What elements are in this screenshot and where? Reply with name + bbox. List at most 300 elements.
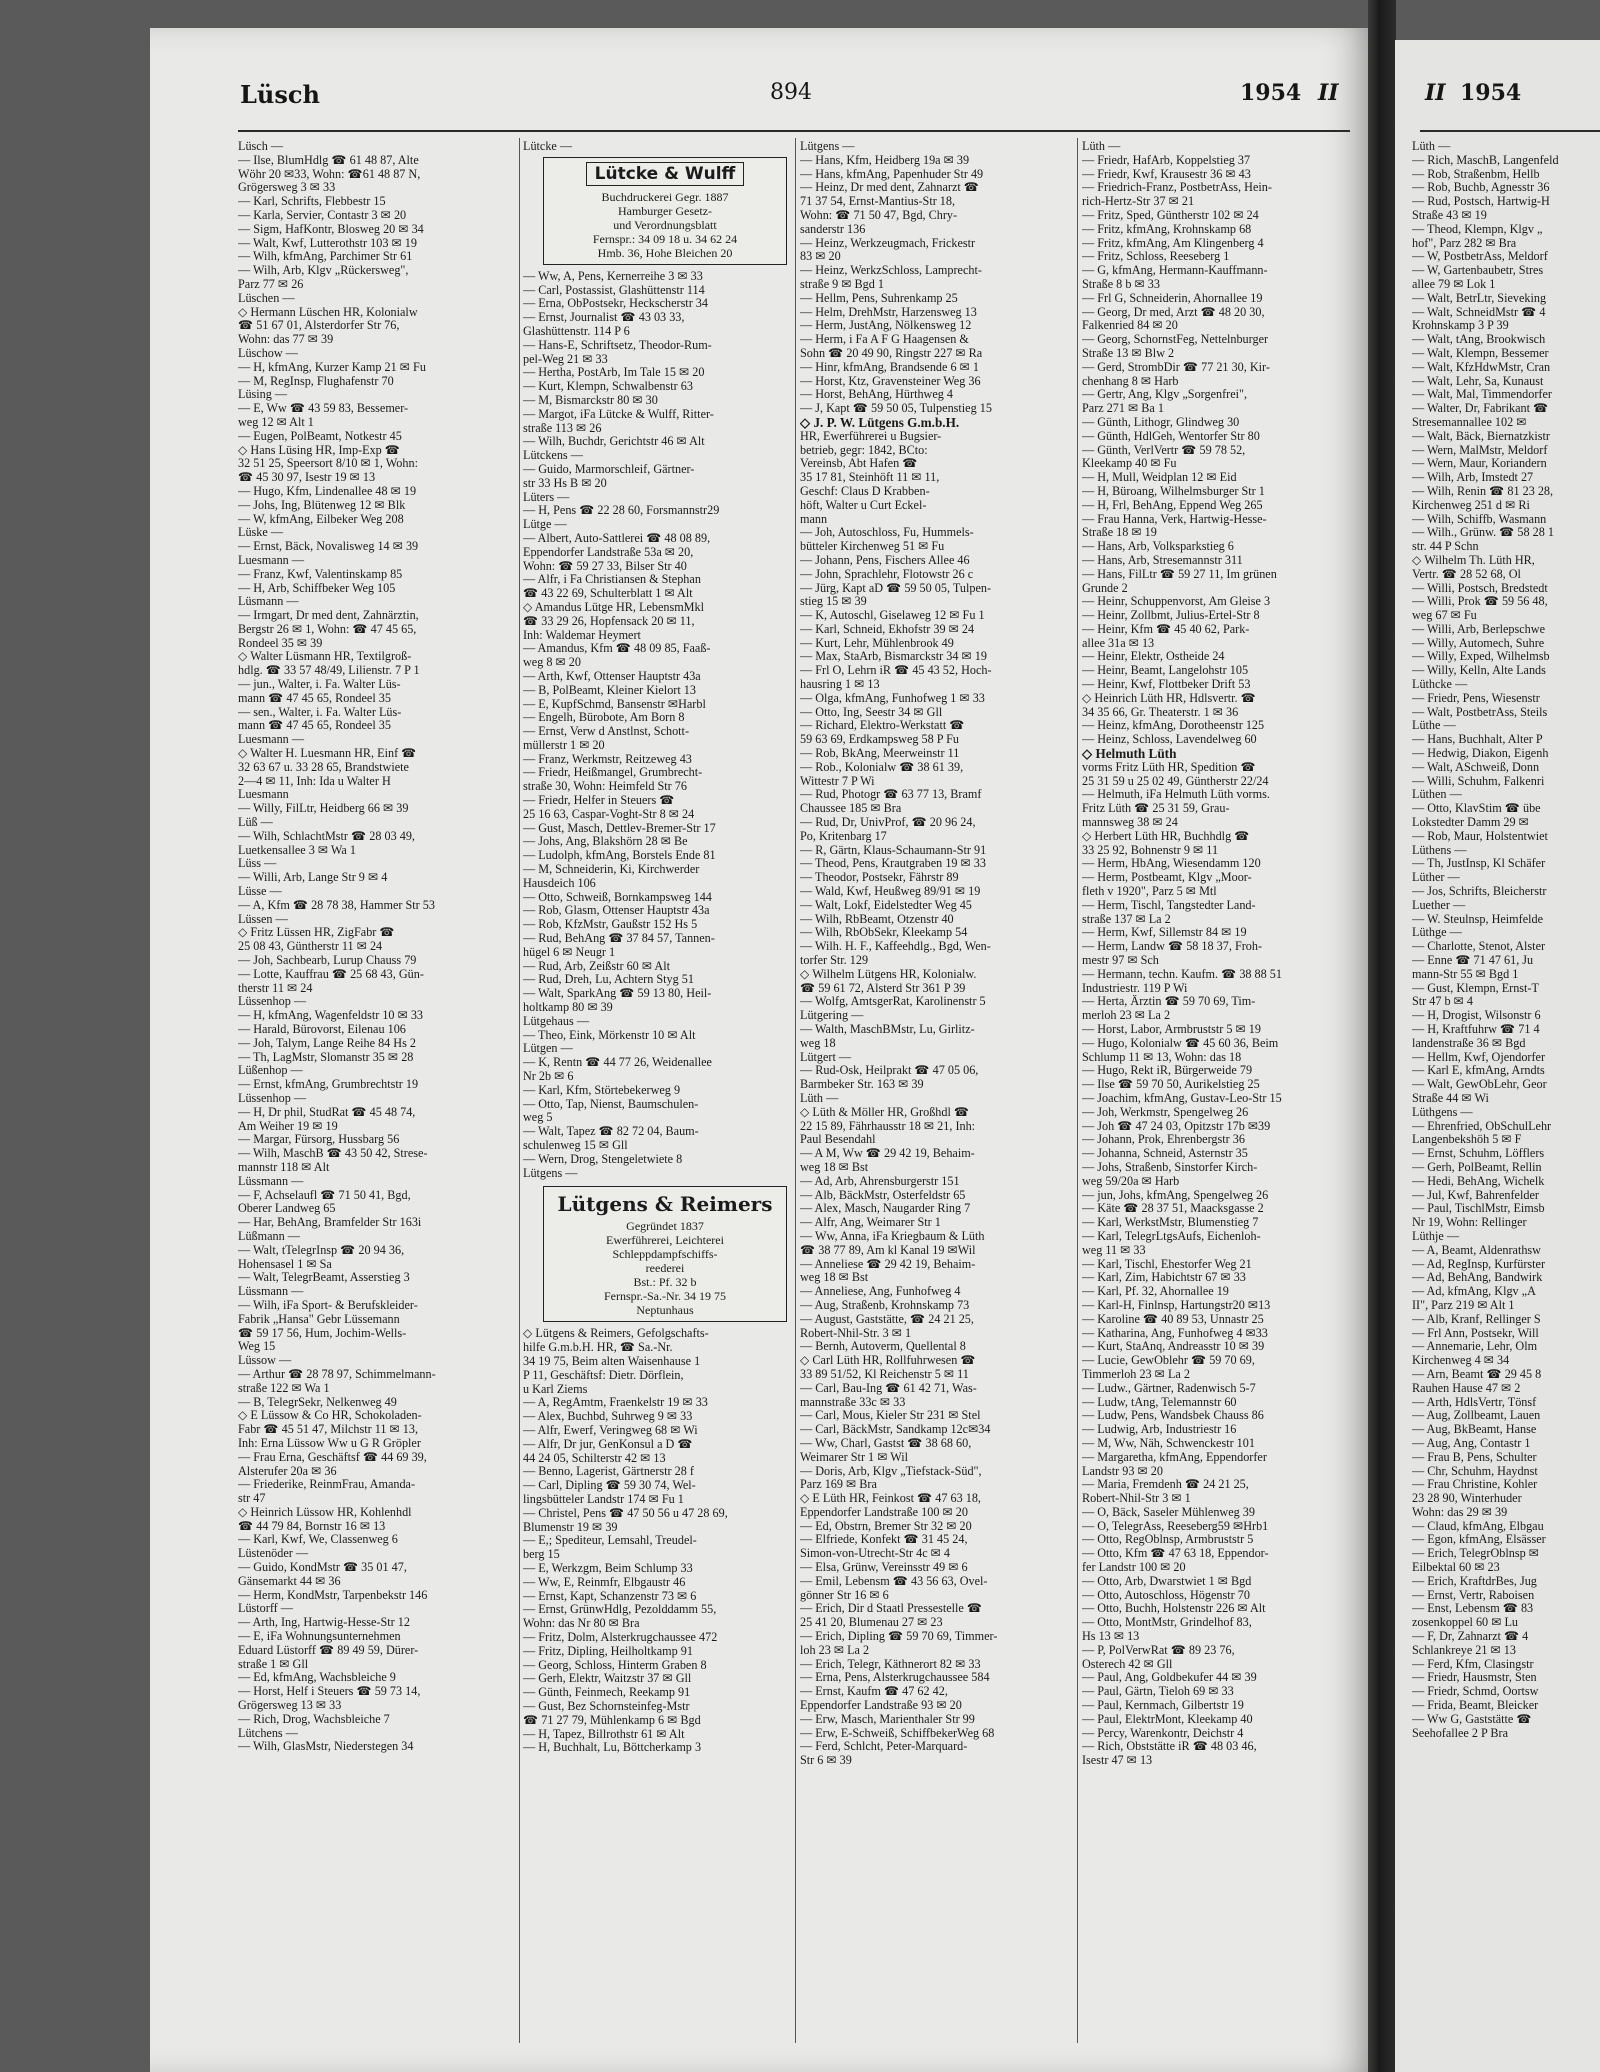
directory-entry-line: stieg 15 ✉ 39 <box>800 595 867 609</box>
directory-entry-line: str 47 <box>238 1492 266 1506</box>
directory-entry-line: Lüsch — <box>238 140 284 153</box>
directory-entry-line: torfer Str. 129 <box>800 954 869 968</box>
advert-line: Schleppdampfschiffs- <box>612 1247 718 1262</box>
directory-entry-line: — Ilse ☎ 59 70 50, Aurikelstieg 25 <box>1082 1078 1260 1092</box>
directory-entry-line: — Ed, Obstrn, Bremer Str 32 ✉ 20 <box>800 1519 972 1533</box>
directory-entry-line: — Percy, Warenkontr, Deichstr 4 <box>1082 1726 1244 1740</box>
directory-entry-line: — Willi, Postsch, Bredstedt <box>1412 581 1548 595</box>
directory-entry-line: — K, Autoschl, Giselaweg 12 ✉ Fu 1 <box>800 609 985 623</box>
directory-column-3 <box>800 140 1073 2045</box>
directory-entry-line: Lüssow — <box>238 1354 292 1368</box>
directory-entry-line: — Alfr, Ewerf, Veringweg 68 ✉ Wi <box>523 1423 698 1437</box>
directory-entry-line: Lüssenhop — <box>238 1091 307 1105</box>
directory-entry-line: betrieb, gegr: 1842, BCto: <box>800 443 928 457</box>
directory-entry-line: ◇ Hans Lüsing HR, Imp-Exp ☎ <box>238 443 400 457</box>
directory-entry-line: — Ilse, BlumHdlg ☎ 61 48 87, Alte <box>238 153 419 167</box>
directory-entry-line: — Hermann, techn. Kaufm. ☎ 38 88 51 <box>1082 967 1282 981</box>
column-separator <box>1077 138 1078 2043</box>
directory-entry-line: holtkamp 80 ✉ 39 <box>523 1001 613 1015</box>
directory-entry-line: hdlg. ☎ 33 57 48/49, Lilienstr. 7 P 1 <box>238 664 420 678</box>
directory-entry-line: fleth v 1920", Parz 5 ✉ Mtl <box>1082 885 1217 899</box>
directory-entry-line: — Herm, JustAng, Nölkensweg 12 <box>800 319 972 333</box>
directory-entry-line: — Rob, Glasm, Ottenser Hauptstr 43a <box>523 904 710 918</box>
directory-entry-line: Lüsse — <box>238 885 282 899</box>
directory-entry-line: Vereinsb, Abt Hafen ☎ <box>800 457 918 471</box>
directory-entry-line: ◇ Amandus Lütge HR, LebensmMkl <box>523 600 704 614</box>
directory-entry-line: Bergstr 26 ✉ 1, Wohn: ☎ 47 45 65, <box>238 622 417 636</box>
directory-entry-line: 22 15 89, Fährhausstr 18 ✉ 21, Inh: <box>800 1119 976 1133</box>
directory-entry-line: Geschf: Claus D Krabben- <box>800 484 930 498</box>
advert-line: Buchdruckerei Gegr. 1887 <box>601 189 729 204</box>
directory-entry-line: ☎ 38 77 89, Am kl Kanal 19 ✉Wil <box>800 1243 976 1257</box>
directory-entry-line: — Wilh, Schiffb, Wasmann <box>1412 512 1547 526</box>
directory-entry-line: Lütgehaus — <box>523 1014 590 1028</box>
directory-entry-line: — Ww, E, Reinmfr, Elbgaustr 46 <box>523 1575 686 1589</box>
directory-entry-line: — Gerh, PolBeamt, Rellin <box>1412 1160 1542 1174</box>
directory-entry-line: — H, Büroang, Wilhelmsburger Str 1 <box>1082 484 1265 498</box>
directory-entry-line: bütteler Kirchenweg 51 ✉ Fu <box>800 540 945 554</box>
directory-entry-line: — Gerh, Elektr, Waitzstr 37 ✉ Gll <box>523 1672 692 1686</box>
directory-entry-line: — jun., Walter, i. Fa. Walter Lüs- <box>238 678 401 692</box>
directory-entry-line: — Katharina, Ang, Funhofweg 4 ✉33 <box>1082 1326 1268 1340</box>
directory-entry-line: — Alb, Kranf, Rellinger S <box>1412 1312 1541 1326</box>
directory-entry-line: mann <box>800 512 828 526</box>
directory-entry-line: — Horst, Ktz, Gravensteiner Weg 36 <box>800 374 981 388</box>
directory-entry-line: — Harald, Bürovorst, Eilenau 106 <box>238 1023 406 1036</box>
directory-entry-line: — B, TelegrSekr, Nelkenweg 49 <box>238 1395 397 1409</box>
directory-entry-line: — Friederike, ReinmFrau, Amanda- <box>238 1478 416 1492</box>
directory-entry-line: — Paul, TischlMstr, Eimsb <box>1412 1202 1545 1216</box>
directory-entry-line: — Alfr, i Fa Christiansen & Stephan <box>523 573 701 587</box>
directory-entry-line: Lüthje — <box>1412 1229 1460 1243</box>
directory-entry-line: 83 ✉ 20 <box>800 250 841 264</box>
directory-entry-line: — Ernst, kfmAng, Grumbrechtstr 19 <box>238 1078 419 1092</box>
directory-entry-line: Wittestr 7 P Wi <box>800 774 875 788</box>
directory-entry-line: merloh 23 ✉ La 2 <box>1082 1009 1171 1023</box>
directory-entry-line: — E, Ww ☎ 43 59 83, Bessemer- <box>238 402 409 416</box>
directory-entry-line: — Erich, Dir d Staatl Pressestelle ☎ <box>800 1602 983 1616</box>
directory-entry-line: vorms Fritz Lüth HR, Spedition ☎ <box>1082 760 1256 774</box>
directory-entry-line: Lüsing — <box>238 388 288 402</box>
directory-entry-line: — Karl, Zim, Habichtstr 67 ✉ 33 <box>1082 1271 1246 1285</box>
directory-entry-line: u Karl Ziems <box>523 1382 588 1396</box>
directory-entry-line: rich-Hertz-Str 37 ✉ 21 <box>1082 195 1195 209</box>
directory-entry-line: — Heinz, Dr med dent, Zahnarzt ☎ <box>800 181 979 195</box>
directory-column-4 <box>1082 140 1362 2045</box>
directory-entry-line: Simon-von-Utrecht-Str 4c ✉ 4 <box>800 1547 951 1561</box>
directory-entry-line: — Gerd, StrombDir ☎ 77 21 30, Kir- <box>1082 360 1270 374</box>
directory-entry-line: — Elfriede, Konfekt ☎ 31 45 24, <box>800 1533 968 1547</box>
directory-entry-line: — Georg, Dr med, Arzt ☎ 48 20 30, <box>1082 305 1265 319</box>
directory-entry-line: — Ernst, Journalist ☎ 43 03 33, <box>523 311 685 325</box>
directory-entry-line: — M, Ww, Näh, Schwenckestr 101 <box>1082 1436 1255 1450</box>
directory-entry-line: 32 63 67 u. 33 28 65, Brandstwiete <box>238 760 409 774</box>
directory-entry-line: — M, RegInsp, Flughafenstr 70 <box>238 374 394 388</box>
directory-entry-line: — Wolfg, AmtsgerRat, Karolinenstr 5 <box>800 995 986 1009</box>
directory-entry-line: — Willy, FilLtr, Heidberg 66 ✉ 39 <box>238 802 409 816</box>
directory-entry-line: Langenbekshöh 5 ✉ F <box>1412 1133 1522 1147</box>
directory-entry-line: — Herm, Kwf, Sillemstr 84 ✉ 19 <box>1082 926 1247 940</box>
directory-entry-line: Lüthgens — <box>1412 1105 1473 1119</box>
header-rule-left <box>238 130 1350 132</box>
directory-entry-line: — Frau Hanna, Verk, Hartwig-Hesse- <box>1082 512 1267 526</box>
directory-entry-line: — Wilh, Buchdr, Gerichtstr 46 ✉ Alt <box>523 435 705 449</box>
directory-entry-line: Landstr 93 ✉ 20 <box>1082 1464 1163 1478</box>
directory-entry-line: hügel 6 ✉ Neugr 1 <box>523 945 616 959</box>
directory-entry-line: Wöhr 20 ✉33, Wohn: ☎61 48 87 N, <box>238 167 421 181</box>
directory-entry-line: — Hans, kfmAng, Papenhuder Str 49 <box>800 167 984 181</box>
header-volume-right: II <box>1425 80 1446 106</box>
directory-entry-line: — Aug, BkBeamt, Hanse <box>1412 1423 1537 1437</box>
directory-entry-line: ◇ Fritz Lüssen HR, ZigFabr ☎ <box>238 926 395 940</box>
directory-entry-line: — Franz, Kwf, Valentinskamp 85 <box>238 567 403 581</box>
directory-entry-line: — Hans, Buchhalt, Alter P <box>1412 733 1543 747</box>
directory-entry-line: — Rich, Drog, Wachsbleiche 7 <box>238 1712 390 1726</box>
directory-entry-line: — Fritz, Sped, Güntherstr 102 ✉ 24 <box>1082 208 1259 222</box>
directory-entry-line: — Fritz, Schloss, Reeseberg 1 <box>1082 250 1230 264</box>
directory-entry-line: — Wern, MalMstr, Meldorf <box>1412 443 1548 457</box>
directory-entry-line: — Walt, KfzHdwMstr, Cran <box>1412 360 1551 374</box>
directory-entry-line: — Rob, Buchb, Agnesstr 36 <box>1412 181 1550 195</box>
directory-entry-line: weg 18 ✉ Bst <box>800 1271 869 1285</box>
directory-entry-line: — Guido, Marmorschleif, Gärtner- <box>523 462 695 476</box>
directory-entry-line: — Günth, Lithogr, Glindweg 30 <box>1082 415 1240 429</box>
directory-entry-line: Luesmann — <box>238 733 305 747</box>
directory-entry-line: ☎ 59 61 72, Alsterd Str 361 P 39 <box>800 981 966 995</box>
directory-entry-line: — Franz, Werkmstr, Reitzeweg 43 <box>523 752 692 766</box>
directory-entry-line: — Fritz, kfmAng, Krohnskamp 68 <box>1082 222 1252 236</box>
advert-line: Neptunhaus <box>636 1303 694 1318</box>
directory-entry-line: — Helmuth, iFa Helmuth Lüth vorms. <box>1082 788 1270 802</box>
directory-entry-line: — Karl, Tischl, Ehestorfer Weg 21 <box>1082 1257 1252 1271</box>
directory-entry-line: Blumenstr 19 ✉ 39 <box>523 1520 618 1534</box>
directory-entry-line: — Wilh. H. F., Kaffeehdlg., Bgd, Wen- <box>800 940 991 954</box>
column-separator <box>519 138 520 2043</box>
directory-entry-line: — Ernst, Verw d Anstlnst, Schott- <box>523 725 689 739</box>
directory-entry-line: Alsterufer 20a ✉ 36 <box>238 1464 337 1478</box>
directory-entry-line: — B, PolBeamt, Kleiner Kielort 13 <box>523 683 696 697</box>
page-number: 894 <box>770 80 812 105</box>
directory-entry-line: straße 1 ✉ Gll <box>238 1657 309 1671</box>
directory-entry-line: — Willy, Automech, Suhre <box>1412 636 1545 650</box>
directory-entry-line: — Chr, Schuhm, Haydnst <box>1412 1464 1538 1478</box>
directory-entry-line: — Friedrich-Franz, PostbetrAss, Hein- <box>1082 181 1272 195</box>
directory-entry-line: landenstraße 36 ✉ Bgd <box>1412 1036 1526 1050</box>
directory-entry-line: — A, Beamt, Aldenrathsw <box>1412 1243 1541 1257</box>
directory-entry-line: — Friedr, HafArb, Koppelstieg 37 <box>1082 153 1251 167</box>
directory-entry-line: ◇ Walter Lüsmann HR, Textilgroß- <box>238 650 412 664</box>
directory-entry-line: — Margar, Fürsorg, Hussbarg 56 <box>238 1133 400 1147</box>
directory-entry-line: Sohn ☎ 20 49 90, Ringstr 227 ✉ Ra <box>800 346 983 360</box>
advert-line: Ewerführerei, Leichterei <box>606 1233 724 1248</box>
directory-entry-line: — Heinr, Schuppenvorst, Am Gleise 3 <box>1082 595 1271 609</box>
directory-entry-line: Osterech 42 ✉ Gll <box>1082 1657 1173 1671</box>
directory-entry-line: weg 8 ✉ 20 <box>523 656 581 670</box>
advert-luetcke-wulff <box>543 157 787 265</box>
directory-entry-line: — Walt, Mal, Timmendorfer <box>1412 388 1552 402</box>
directory-entry-line: — Walt, tTelegrInsp ☎ 20 94 36, <box>238 1243 405 1257</box>
directory-entry-line: — A, Kfm ☎ 28 78 38, Hammer Str 53 <box>238 898 435 912</box>
directory-entry-line: Lüters — <box>523 490 570 504</box>
directory-entry-line: — Walt, Lehr, Sa, Kunaust <box>1412 374 1544 388</box>
directory-entry-line: — Hugo, Kfm, Lindenallee 48 ✉ 19 <box>238 484 417 498</box>
directory-entry-line: — Herm, HbAng, Wiesendamm 120 <box>1082 857 1261 871</box>
directory-entry-line: — Horst, Labor, Armbruststr 5 ✉ 19 <box>1082 1023 1261 1036</box>
directory-entry-line: — Aug, Ang, Contastr 1 <box>1412 1436 1531 1450</box>
directory-entry-line: Fritz Lüth ☎ 25 31 59, Grau- <box>1082 802 1230 816</box>
directory-entry-line: — P, PolVerwRat ☎ 89 23 76, <box>1082 1643 1235 1657</box>
directory-entry-line: gönner Str 16 ✉ 6 <box>800 1588 889 1602</box>
directory-entry-line: — Karoline ☎ 40 89 53, Unnastr 25 <box>1082 1312 1264 1326</box>
directory-entry-line: Luesmann — <box>238 553 305 567</box>
directory-entry-line: — Walt, Kwf, Lutterothstr 103 ✉ 19 <box>238 236 417 250</box>
directory-entry-line: — Karl, WerkstMstr, Blumenstieg 7 <box>1082 1216 1259 1230</box>
advert-line: Bst.: Pf. 32 b <box>633 1275 697 1290</box>
directory-entry-line: — Jürg, Kapt aD ☎ 59 50 05, Tulpen- <box>800 581 992 595</box>
directory-entry-line: — Kurt, StaAnq, Andreasstr 10 ✉ 39 <box>1082 1340 1265 1354</box>
directory-entry-line: 25 16 63, Caspar-Voght-Str 8 ✉ 24 <box>523 807 695 821</box>
directory-entry-line: — Rud, Dreh, Lu, Achtern Styg 51 <box>523 973 694 987</box>
directory-entry-line: ◇ Heinrich Lüssow HR, Kohlenhdl <box>238 1505 412 1519</box>
directory-entry-line: — Herm, Postbeamt, Klgv „Moor- <box>1082 871 1252 885</box>
directory-entry-line: — Engelh, Bürobote, Am Born 8 <box>523 711 685 725</box>
directory-entry-line: — Lotte, Kauffrau ☎ 25 68 43, Gün- <box>238 967 424 981</box>
directory-entry-line: Hausdeich 106 <box>523 876 596 890</box>
directory-entry-line: — Rich, MaschB, Langenfeld <box>1412 153 1559 167</box>
directory-entry-line: fer Landstr 100 ✉ 20 <box>1082 1561 1186 1575</box>
directory-entry-line: — Walt, TelegrBeamt, Asserstieg 3 <box>238 1271 410 1285</box>
directory-entry-line: — Hans-E, Schriftsetz, Theodor-Rum- <box>523 338 712 352</box>
directory-entry-line: — Ernst, Vertr, Raboisen <box>1412 1588 1535 1602</box>
advert-line: Gegründet 1837 <box>626 1219 704 1234</box>
directory-entry-line: müllerstr 1 ✉ 20 <box>523 738 605 752</box>
directory-entry-line: — Theo, Eink, Mörkenstr 10 ✉ Alt <box>523 1028 696 1042</box>
directory-entry-line: Glashüttenstr. 114 P 6 <box>523 324 630 338</box>
directory-entry-line: — Otto, Tap, Nienst, Baumschulen- <box>523 1097 699 1111</box>
directory-entry-line: — H, Drogist, Wilsonstr 6 <box>1412 1009 1541 1023</box>
directory-entry-line: — Max, StaArb, Bismarckstr 34 ✉ 19 <box>800 650 987 664</box>
directory-entry-line: — Albert, Auto-Sattlerei ☎ 48 08 89, <box>523 531 711 545</box>
directory-entry-line: Parz 271 ✉ Ba 1 <box>1082 402 1164 416</box>
directory-entry-line: Rondeel 35 ✉ 39 <box>238 636 323 650</box>
directory-entry-line: — W, Gartenbaubetr, Stres <box>1412 264 1544 278</box>
directory-entry-line: — Herta, Ärztin ☎ 59 70 69, Tim- <box>1082 995 1256 1009</box>
directory-entry-line: Grögersweg 3 ✉ 33 <box>238 181 336 195</box>
directory-entry-line: Lütgen — <box>523 1042 573 1056</box>
directory-entry-line: — H, Frl, BehAng, Eppend Weg 265 <box>1082 498 1263 512</box>
directory-entry-line: pel-Weg 21 ✉ 33 <box>523 352 608 366</box>
directory-entry-line: — Fritz, Dolm, Alsterkrugchaussee 472 <box>523 1630 718 1644</box>
directory-entry-line: ☎ 71 27 79, Mühlenkamp 6 ✉ Bgd <box>523 1713 701 1727</box>
directory-entry-line: — Willi, Arb, Berlepschwe <box>1412 622 1545 636</box>
directory-entry-line: HR, Ewerführerei u Bugsier- <box>800 429 942 443</box>
directory-entry-line: Schlump 11 ✉ 13, Wohn: das 18 <box>1082 1050 1242 1064</box>
directory-entry-line: — Jul, Kwf, Bahrenfelder <box>1412 1188 1539 1202</box>
directory-entry-line: sanderstr 136 <box>800 222 866 236</box>
directory-entry-line: ☎ 45 30 97, Isestr 19 ✉ 13 <box>238 471 376 485</box>
directory-entry-line: — Heinz, WerkzSchloss, Lamprecht- <box>800 264 982 278</box>
directory-entry-line: Po, Kritenbarg 17 <box>800 829 887 843</box>
directory-entry-line: — H, Arb, Schiffbeker Weg 105 <box>238 581 396 595</box>
directory-entry-line: — Günth, Feinmech, Reekamp 91 <box>523 1686 691 1700</box>
directory-entry-line: — Wilh, MaschB ☎ 43 50 42, Strese- <box>238 1147 428 1161</box>
directory-entry-line: — Joh, Talym, Lange Reihe 84 Hs 2 <box>238 1036 416 1050</box>
directory-entry-line: Lüsmann — <box>238 595 299 609</box>
directory-entry-line: 2—4 ✉ 11, Inh: Ida u Walter H <box>238 774 391 788</box>
directory-entry-line: — M, Schneiderin, Ki, Kirchwerder <box>523 863 700 877</box>
directory-entry-line: ☎ 51 67 01, Alsterdorfer Str 76, <box>238 319 400 333</box>
directory-entry-line: — Heinz, Schloss, Lavendelweg 60 <box>1082 733 1257 747</box>
directory-entry-line: Lüthens — <box>1412 843 1467 857</box>
directory-entry-line: — Ww, Charl, Gastst ☎ 38 68 60, <box>800 1436 972 1450</box>
header-year-left: 1954 <box>1240 80 1302 106</box>
directory-entry-line: — Karl-H, Finlnsp, Hartungstr20 ✉13 <box>1082 1298 1271 1312</box>
directory-entry-line: — Ernst, Schuhm, Löfflers <box>1412 1147 1545 1161</box>
directory-entry-line: — Frl Ann, Postsekr, Will <box>1412 1326 1539 1340</box>
directory-entry-line: — Friedr, Heißmangel, Grumbrecht- <box>523 766 703 780</box>
directory-entry-line: — Erna, Pens, Alsterkrugchaussee 584 <box>800 1671 990 1685</box>
directory-entry-line: — E, Werkzgm, Beim Schlump 33 <box>523 1561 693 1575</box>
directory-entry-line: Lüthge — <box>1412 926 1462 940</box>
directory-entry-line: — Theodor, Postsekr, Fährstr 89 <box>800 871 959 885</box>
directory-entry-line: Lüth — <box>1412 140 1451 153</box>
advert-line: Fernspr.: 34 09 18 u. 34 62 24 <box>592 231 738 246</box>
directory-entry-line: — Claud, kfmAng, Elbgau <box>1412 1519 1544 1533</box>
directory-entry-line: Straße 43 ✉ 19 <box>1412 208 1487 222</box>
directory-entry-line: ◇ Carl Lüth HR, Rollfuhrwesen ☎ <box>800 1354 976 1368</box>
directory-entry-line: Grögersweg 13 ✉ 33 <box>238 1699 342 1713</box>
directory-entry-line: — Karl E, kfmAng, Arndts <box>1412 1064 1545 1078</box>
directory-entry-line: Timmerloh 23 ✉ La 2 <box>1082 1367 1190 1381</box>
directory-entry-line: — Frl O, Lehrn iR ☎ 45 43 52, Hoch- <box>800 664 992 678</box>
directory-entry-line: — Otto, Autoschloss, Högenstr 70 <box>1082 1588 1250 1602</box>
directory-entry-line: Kirchenweg 251 d ✉ Ri <box>1412 498 1530 512</box>
advert-line: Hmb. 36, Hohe Bleichen 20 <box>597 245 733 260</box>
directory-entry-line: Falkenried 84 ✉ 20 <box>1082 319 1178 333</box>
directory-entry-line: Lüthe — <box>1412 719 1456 733</box>
directory-entry-line: Lütge — <box>523 518 567 532</box>
directory-entry-line: — Horst, Helf i Steuers ☎ 59 73 14, <box>238 1685 421 1699</box>
directory-entry-line: Eppendorfer Landstraße 93 ✉ 20 <box>800 1699 962 1713</box>
directory-entry-line: Lüth — <box>1082 140 1121 153</box>
page-gutter <box>1368 0 1396 2072</box>
directory-entry-line: Straße 18 ✉ 19 <box>1082 526 1157 540</box>
directory-entry-line: — Rud, Dr, UnivProf, ☎ 20 96 24, <box>800 816 976 830</box>
directory-entry-line: — Rud, BehAng ☎ 37 84 57, Tannen- <box>523 932 715 946</box>
directory-entry-line: 34 19 75, Beim alten Waisenhause 1 <box>523 1354 701 1368</box>
directory-entry-line: — Johs, Ang, Blakshörn 28 ✉ Be <box>523 835 688 849</box>
directory-entry-line: str. 44 P Schn <box>1412 540 1479 554</box>
directory-entry-line: — Wilh, RbBeamt, Otzenstr 40 <box>800 912 954 926</box>
directory-entry-line: Lüssenhop — <box>238 995 307 1009</box>
directory-entry-line: Weg 15 <box>238 1340 276 1354</box>
directory-entry-line: — Walt, Tapez ☎ 82 72 04, Baum- <box>523 1125 699 1139</box>
directory-entry-line: — Erich, Telegr, Käthnerort 82 ✉ 33 <box>800 1657 981 1671</box>
directory-entry-line: — Günth, HdlGeh, Wentorfer Str 80 <box>1082 429 1260 443</box>
directory-entry-line: — Hedwig, Diakon, Eigenh <box>1412 747 1549 761</box>
directory-entry-line: — Rud, Photogr ☎ 63 77 13, Bramf <box>800 788 982 802</box>
directory-entry-line: Chaussee 185 ✉ Bra <box>800 802 902 816</box>
directory-column-1 <box>238 140 515 2045</box>
directory-entry-line: — jun, Johs, kfmAng, Spengelweg 26 <box>1082 1188 1269 1202</box>
directory-entry-line: — Wilh, GlasMstr, Niederstegen 34 <box>238 1740 414 1754</box>
directory-entry-line: ◇ E Lüth HR, Feinkost ☎ 47 63 18, <box>800 1492 981 1506</box>
directory-entry-line: — Paul, ElektrMont, Kleekamp 40 <box>1082 1712 1253 1726</box>
directory-entry-line: — Erich, Dipling ☎ 59 70 69, Timmer- <box>800 1630 998 1644</box>
directory-entry-line: — H, Buchhalt, Lu, Böttcherkamp 3 <box>523 1741 702 1755</box>
directory-entry-line: — Horst, BehAng, Hürthweg 4 <box>800 388 954 402</box>
directory-entry-line: Lüske — <box>238 526 284 540</box>
directory-entry-line: Nr 19, Wohn: Rellinger <box>1412 1216 1527 1230</box>
directory-entry-line: — Hinr, kfmAng, Brandsende 6 ✉ 1 <box>800 360 979 374</box>
directory-entry-line: ◇ Heinrich Lüth HR, Hdlsvertr. ☎ <box>1082 691 1256 705</box>
advert-line: Hamburger Gesetz- <box>617 203 713 218</box>
directory-entry-line: mann-Str 55 ✉ Bgd 1 <box>1412 967 1519 981</box>
directory-entry-line: — Rob, BkAng, Meerweinstr 11 <box>800 747 960 761</box>
directory-entry-line: — Olga, kfmAng, Funhofweg 1 ✉ 33 <box>800 691 985 705</box>
directory-entry-line: Seehofallee 2 P Bra <box>1412 1726 1508 1740</box>
header-volume-left: II <box>1318 80 1339 106</box>
directory-entry-line: Kleekamp 40 ✉ Fu <box>1082 457 1177 471</box>
directory-entry-line: 25 41 20, Blumenau 27 ✉ 23 <box>800 1616 943 1630</box>
directory-entry-line: 23 28 90, Winterhuder <box>1412 1492 1522 1506</box>
directory-entry-line: — Egon, kfmAng, Elsässer <box>1412 1533 1546 1547</box>
directory-entry-line: — Theod, Klempn, Klgv „ <box>1412 222 1543 236</box>
directory-entry-line: Lütgens — <box>523 1166 578 1180</box>
directory-entry-line: zosenkoppel 60 ✉ Lu <box>1412 1616 1518 1630</box>
directory-entry-line: 32 51 25, Speersort 8/10 ✉ 1, Wohn: <box>238 457 418 471</box>
directory-entry-line: — Hellm, Pens, Suhrenkamp 25 <box>800 291 958 305</box>
directory-entry-line: — O, Bäck, Saseler Mühlenweg 39 <box>1082 1505 1255 1519</box>
directory-entry-line: Luether — <box>1412 898 1466 912</box>
column-separator <box>795 138 796 2043</box>
directory-entry-line: — Ludw, tAng, Telemannstr 60 <box>1082 1395 1237 1409</box>
directory-entry-line: mannsweg 38 ✉ 24 <box>1082 816 1178 830</box>
directory-entry-line: weg 59/20a ✉ Harb <box>1082 1174 1180 1188</box>
directory-entry-line: — Alfr, Ang, Weimarer Str 1 <box>800 1216 941 1230</box>
directory-entry-line: — Joh, Sachbearb, Lurup Chauss 79 <box>238 954 417 968</box>
directory-entry-line: Weimarer Str 1 ✉ Wil <box>800 1450 909 1464</box>
directory-entry-line: Lütgering — <box>800 1009 864 1023</box>
directory-entry-line: — Willi, Schuhm, Falkenri <box>1412 774 1545 788</box>
directory-entry-line: — Frau Erna, Geschäftsf ☎ 44 69 39, <box>238 1450 427 1464</box>
directory-entry-line: — Friedr, Hausmstr, Sten <box>1412 1671 1537 1685</box>
directory-entry-line: — John, Sprachlehr, Flotowstr 26 c <box>800 567 974 581</box>
directory-entry-line: — Erna, ObPostsekr, Heckscherstr 34 <box>523 297 708 311</box>
directory-entry-line: — Otto, Ing, Seestr 34 ✉ Gll <box>800 705 943 719</box>
directory-entry-line: Eduard Lüstorff ☎ 89 49 59, Dürer- <box>238 1643 419 1657</box>
directory-entry-line: — sen., Walter, i. Fa. Walter Lüs- <box>238 705 402 719</box>
directory-entry-line: — Heinr, Zollbmt, Julius-Ertel-Str 8 <box>1082 609 1260 623</box>
directory-entry-line: Lüschen — <box>238 291 295 305</box>
directory-entry-line: Schlankreye 21 ✉ 13 <box>1412 1643 1516 1657</box>
directory-entry-line: — H, Mull, Weidplan 12 ✉ Eid <box>1082 471 1237 485</box>
directory-entry-line: — Joh, Autoschloss, Fu, Hummels- <box>800 526 974 540</box>
directory-entry-line: — Carl, Mous, Kieler Str 231 ✉ Stel <box>800 1409 981 1423</box>
directory-entry-line: — Elsa, Grünw, Vereinsstr 49 ✉ 6 <box>800 1561 968 1575</box>
directory-entry-line: — Rich, Obststätte iR ☎ 48 03 46, <box>1082 1740 1257 1754</box>
directory-entry-line: — J, Kapt ☎ 59 50 05, Tulpenstieg 15 <box>800 402 992 416</box>
directory-entry-line: — H, Kraftfuhrw ☎ 71 4 <box>1412 1023 1540 1036</box>
directory-entry-line: Wohn: ☎ 71 50 47, Bgd, Chry- <box>800 208 958 222</box>
directory-entry-line: — Joachim, kfmAng, Gustav-Leo-Str 15 <box>1082 1091 1282 1105</box>
header-year-right: 1954 <box>1460 80 1522 106</box>
directory-entry-line: Paul Besendahl <box>800 1133 876 1147</box>
directory-entry-line: — Ludolph, kfmAng, Borstels Ende 81 <box>523 849 716 863</box>
directory-entry-line: Wohn: ☎ 59 27 33, Bilser Str 40 <box>523 559 687 573</box>
directory-entry-line: — Karl, Schneid, Ekhofstr 39 ✉ 24 <box>800 622 975 636</box>
directory-entry-line: 35 17 81, Steinhöft 11 ✉ 11, <box>800 471 940 485</box>
